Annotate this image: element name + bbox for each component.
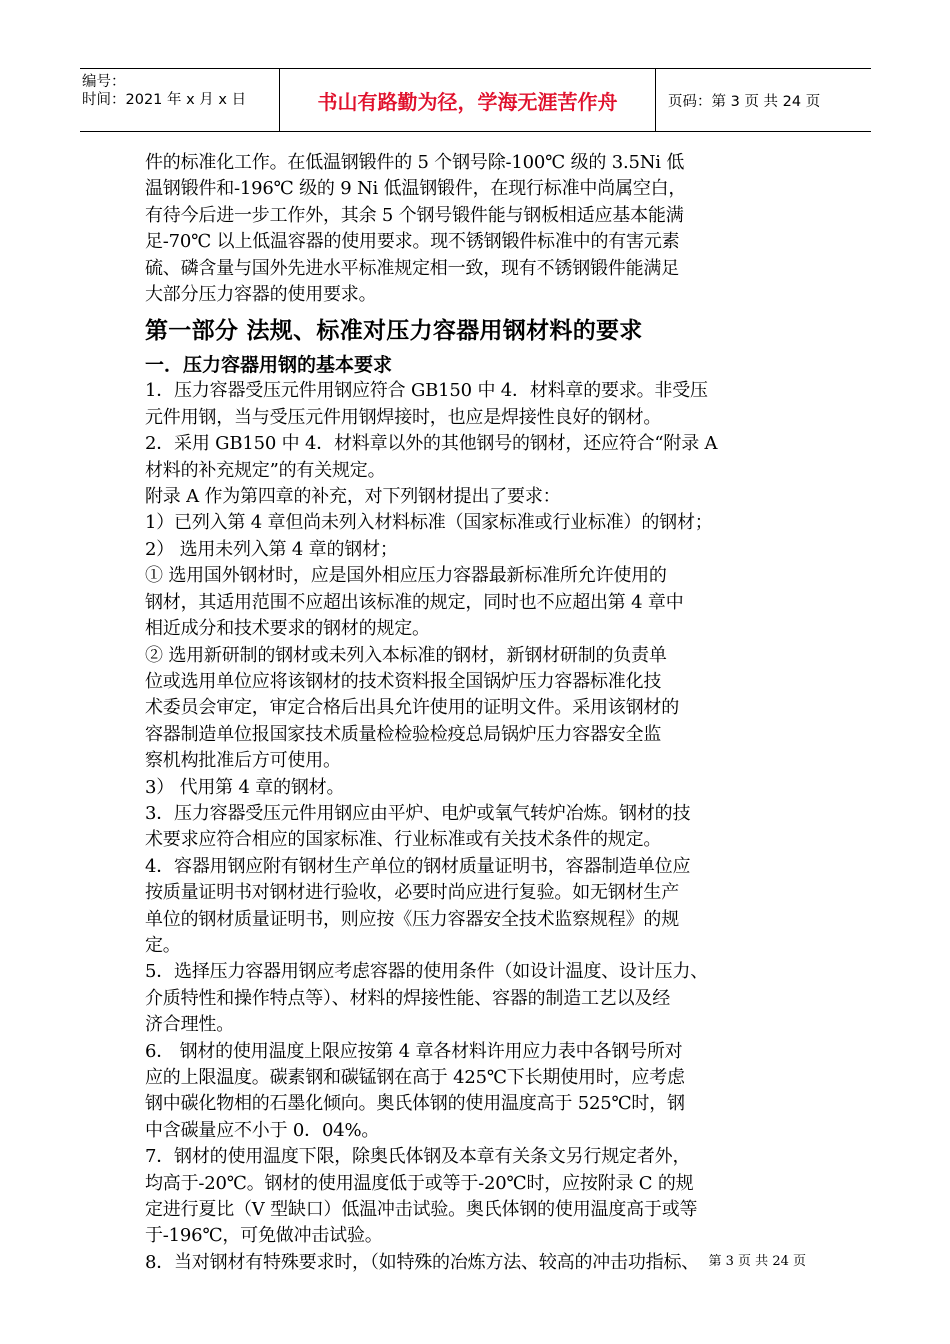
text-line: 3） 代用第 4 章的钢材。 (145, 776, 345, 798)
header-motto: 书山有路勤为径，学海无涯苦作舟 (280, 69, 656, 131)
text-line: 1）已列入第 4 章但尚未列入材料标准（国家标准或行业标准）的钢材； (145, 512, 713, 534)
text-line: 2．采用 GB150 中 4．材料章以外的其他钢号的钢材，还应符合“附录 A (145, 433, 718, 455)
text-line: 察机构批准后方可使用。 (145, 750, 341, 772)
text-line: 足-70℃ 以上低温容器的使用要求。现不锈钢锻件标准中的有害元素 (145, 231, 680, 253)
text-line: 材料的补充规定”的有关规定。 (145, 459, 386, 481)
text-line: 术要求应符合相应的国家标准、行业标准或有关技术条件的规定。 (145, 829, 662, 851)
text-line: 硫、磷含量与国外先进水平标准规定相一致，现有不锈钢锻件能满足 (145, 257, 679, 279)
text-line: 于-196℃，可免做冲击试验。 (145, 1225, 383, 1247)
header-page-number: 页码：第 3 页 共 24 页 (668, 93, 821, 110)
text-line: 相近成分和技术要求的钢材的规定。 (145, 618, 430, 640)
text-line: 4．容器用钢应附有钢材生产单位的钢材质量证明书，容器制造单位应 (145, 855, 691, 877)
text-line: 钢中碳化物相的石墨化倾向。奥氏体钢的使用温度高于 525℃时，钢 (145, 1093, 685, 1115)
text-line: 有待今后进一步工作外，其余 5 个钢号锻件能与钢板相适应基本能满 (145, 204, 684, 226)
text-line: 单位的钢材质量证明书，则应按《压力容器安全技术监察规程》的规 (145, 908, 679, 930)
intro-paragraph (145, 150, 815, 308)
subsection-title: 一．压力容器用钢的基本要求 (145, 354, 393, 377)
text-line: 容器制造单位报国家技术质量检检验检疫总局锅炉压力容器安全监 (145, 723, 662, 745)
text-line: 大部分压力容器的使用要求。 (145, 284, 377, 306)
text-line: 8．当对钢材有特殊要求时，（如特殊的冶炼方法、较高的冲击功指标、 (145, 1251, 700, 1273)
text-line: 附录 A 作为第四章的补充，对下列钢材提出了要求： (145, 486, 561, 508)
text-line: 7．钢材的使用温度下限，除奥氏体钢及本章有关条文另行规定者外， (145, 1146, 691, 1168)
text-line: ② 选用新研制的钢材或未列入本标准的钢材，新钢材研制的负责单 (145, 644, 667, 666)
section-title: 第一部分 法规、标准对压力容器用钢材料的要求 (145, 318, 643, 345)
text-line: 5．选择压力容器用钢应考虑容器的使用条件（如设计温度、设计压力、 (145, 961, 709, 983)
document-date-label: 时间：2021 年 x 月 x 日 (82, 92, 247, 108)
text-line: 位或选用单位应将该钢材的技术资料报全国锅炉压力容器标准化技 (145, 670, 662, 692)
text-line: 3．压力容器受压元件用钢应由平炉、电炉或氧气转炉冶炼。钢材的技 (145, 802, 691, 824)
text-line: 按质量证明书对钢材进行验收，必要时尚应进行复验。如无钢材生产 (145, 882, 679, 904)
text-line: 济合理性。 (145, 1014, 234, 1036)
text-line: 定进行夏比（V 型缺口）低温冲击试验。奥氏体钢的使用温度高于或等 (145, 1199, 698, 1221)
text-line: 定。 (145, 934, 181, 956)
page-header (80, 68, 871, 132)
text-line: 6． 钢材的使用温度上限应按第 4 章各材料许用应力表中各钢号所对 (145, 1040, 683, 1062)
text-line: 温钢锻件和-196℃ 级的 9 Ni 低温钢锻件，在现行标准中尚属空白， (145, 178, 687, 200)
text-line: 钢材，其适用范围不应超出该标准的规定，同时也不应超出第 4 章中 (145, 591, 684, 613)
text-line: 1．压力容器受压元件用钢应符合 GB150 中 4．材料章的要求。非受压 (145, 380, 708, 402)
document-body (145, 150, 815, 1276)
text-line: 件的标准化工作。在低温钢锻件的 5 个钢号除-100℃ 级的 3.5Ni 低 (145, 152, 685, 173)
text-line: 介质特性和操作特点等）、材料的焊接性能、容器的制造工艺以及经 (145, 987, 670, 1009)
header-meta (80, 69, 280, 131)
page-footer: 第 3 页 共 24 页 (708, 1254, 806, 1269)
text-line: 术委员会审定，审定合格后出具允许使用的证明文件。采用该钢材的 (145, 697, 679, 719)
text-line: 元件用钢，当与受压元件用钢焊接时，也应是焊接性良好的钢材。 (145, 406, 662, 428)
document-code-label: 编号： (82, 74, 126, 90)
text-line: ① 选用国外钢材时，应是国外相应压力容器最新标准所允许使用的 (145, 565, 667, 587)
requirements-list (145, 378, 815, 1276)
text-line: 应的上限温度。碳素钢和碳锰钢在高于 425℃下长期使用时，应考虑 (145, 1067, 685, 1088)
text-line: 2） 选用未列入第 4 章的钢材； (145, 538, 398, 560)
text-line: 均高于-20℃。钢材的使用温度低于或等于-20℃时，应按附录 C 的规 (145, 1172, 694, 1194)
text-line: 中含碳量应不小于 0．04%。 (145, 1119, 380, 1141)
